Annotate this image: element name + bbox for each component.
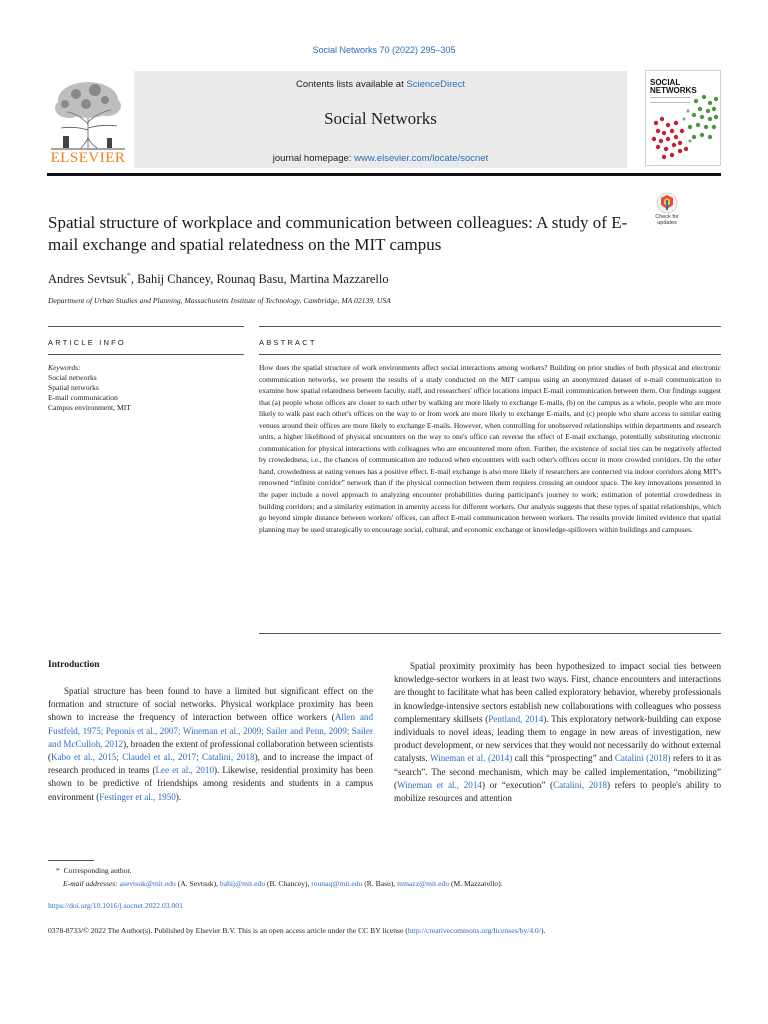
homepage-prefix: journal homepage:	[272, 153, 355, 164]
paragraph-text: ). Likewise, residential proximity has been shown to be predictive of friendships among residents and students in a campus environment (	[48, 765, 374, 802]
introduction-paragraph-2	[394, 660, 721, 805]
contents-prefix: Contents lists available at	[296, 79, 407, 90]
sciencedirect-link[interactable]: ScienceDirect	[406, 79, 465, 90]
email-link[interactable]: rounaq@mit.edu	[311, 879, 363, 888]
abstract-bottom-rule	[259, 633, 721, 634]
crossmark-label: Check for updates	[655, 214, 679, 226]
article-info-heading: ARTICLE INFO	[48, 338, 126, 347]
cover-network-graphic	[646, 71, 721, 166]
citation-link[interactable]: Pentland, 2014	[488, 713, 544, 724]
paragraph-text: Spatial proximity proximity has been hypothesized to impact social ties between knowledge-sector workers in at least two ways. First, chance encounters and interactions are thought to facilitate what has been called exploratory behavior, whereby professionals in knowledge-intensive sectors establish new collaborations with colleagues who possess complementary skillsets (	[394, 661, 721, 724]
email-label: E-mail addresses:	[63, 879, 120, 888]
corresponding-author-mark[interactable]: *	[126, 271, 131, 280]
paragraph-text: ). This exploratory network-building can expose individuals to novel ideas, leading them to engage in new areas of investigation, new product development, or new services that they would not necessarily do without external catalysts.	[394, 713, 721, 764]
paragraph-text: ), broaden the extent of professional collaboration between scientists (	[48, 738, 373, 763]
masthead-rule	[47, 173, 721, 176]
citation-link[interactable]: Festinger et al., 1950	[99, 791, 176, 802]
citation-link[interactable]: Wineman et al., 2014	[397, 779, 482, 790]
elsevier-tree-icon	[51, 78, 125, 150]
cc-license-link[interactable]: http://creativecommons.org/licenses/by/4.0/	[407, 926, 541, 935]
email-owner: (B. Chancey),	[265, 879, 312, 888]
corresponding-author-note	[56, 865, 132, 876]
abstract-heading: ABSTRACT	[259, 338, 317, 347]
keyword-item: Campus environment, MIT	[48, 403, 131, 412]
citation-link[interactable]: Allen and Fustfeld, 1975; Peponis et al., 2007; Wineman et al., 2009; Sailer and Penn, 2009; Sailer and McCulloh, 2012	[48, 712, 374, 749]
check-for-updates-badge[interactable]	[648, 192, 686, 232]
journal-info-box	[134, 71, 627, 168]
email-link[interactable]: bahij@mit.edu	[219, 879, 266, 888]
author-affiliation: Department of Urban Studies and Planning, Massachusetts Institute of Technology, Cambridge, MA 02139, USA	[48, 296, 391, 305]
cover-title: SOCIAL NETWORKS	[650, 78, 697, 95]
contents-line	[134, 79, 627, 90]
paragraph-text: call this “prospecting” and	[512, 753, 615, 764]
email-link[interactable]: asevtsuk@mit.edu	[119, 879, 176, 888]
journal-masthead	[47, 68, 721, 174]
footnote-mark: *	[56, 866, 60, 875]
introduction-paragraph-1	[48, 685, 373, 804]
citation-link[interactable]: Catalini (2018)	[614, 753, 671, 764]
license-line	[48, 926, 722, 935]
paragraph-text: ).	[175, 791, 182, 802]
keywords-block	[48, 363, 244, 413]
abstract-text: How does the spatial structure of work environments affect social interactions among workers? Building on prior studies of both physical and electronic communication networks, we present the results of a study conducted on the MIT campus using an anonymized dataset of e-mail communication to examine how spatial relatedness between faculty, staff, and researchers' office locations impact E-mail communication between them. Our findings suggest that (a) people whose offices are closer to each other by walking are more likely to exchange E-mails, (b) on the campus as a whole, people who are more likely to walk past each other's offices on the way to or from work are more likely to exchange E-mails, and (c) people who share access to similar eating venues around their offices are more likely to exchange E-mails. However, when controlling for unobserved relationships within departments and research units, a higher likelihood of physical encounters on the way to one's office can reverse the effect of E-mail exchange, potentially substituting electronic communication for physical interactions with colleagues who are encountered more often. Further, the existence of social ties can be negatively affected by crowdedness, i.e., the chances of communication are reduced when encounters with each other's offices occur in more crowded corridors. On the other hand, crowdedness at eating venues has a positive effect. E-mail exchange is also more likely if researchers are connected via indoor corridors along MIT's renowned “infinite corridor” network than if the physical connection between them requires crossing an outdoor space. The key innovations presented in the paper include a novel approach to analyzing encounter probabilities during participant's journey to work; estimation of potential crowdedness in building corridors; and a similarity estimation in amenity access for different workers. Our analysis suggests that these types of spatial relationships, which go beyond simple distance between workers' offices, can affect E-mail communication between workers. The results provide limited evidence that spatial planning may be used strategically to encourage social, cultural, and economic exchange or knowledge-spillovers within buildings and campuses.	[259, 363, 721, 534]
homepage-line	[134, 153, 627, 164]
author-list	[48, 271, 389, 287]
journal-reference[interactable]: Social Networks 70 (2022) 295–305	[312, 45, 456, 55]
citation-link[interactable]: Kabo et al., 2015; Claudel et al., 2017; Catalini, 2018	[51, 752, 255, 763]
publisher-name: ELSEVIER	[50, 150, 126, 166]
keywords-label: Keywords:	[48, 363, 81, 372]
first-author[interactable]: Andres Sevtsuk	[48, 272, 127, 287]
introduction-heading: Introduction	[48, 660, 100, 670]
abstract-top-rule	[259, 326, 721, 327]
paragraph-text: refers to it as “search”. The second mechanism, which may be called implementation, “mobilizing” (	[394, 753, 721, 790]
other-authors: , Bahij Chancey, Rounaq Basu, Martina Mazzarello	[130, 272, 389, 287]
abstract-mid-rule	[259, 354, 721, 355]
email-link[interactable]: mmazz@mit.edu	[397, 879, 450, 888]
keyword-item: Spatial networks	[48, 383, 99, 392]
license-prefix: 0378-8733/© 2022 The Author(s). Published by Elsevier B.V. This is an open access article under the CC BY license (	[48, 926, 408, 935]
body-left-column	[48, 660, 373, 804]
email-addresses-line	[63, 878, 503, 889]
article-title: Spatial structure of workplace and communication between colleagues: A study of E-mail exchange and spatial relatedness on the MIT campus	[48, 213, 628, 254]
article-info-top-rule	[48, 326, 244, 327]
keyword-item: E-mail communication	[48, 393, 118, 402]
publisher-logo[interactable]	[47, 68, 129, 168]
crossmark-icon	[648, 192, 686, 214]
citation-link[interactable]: Lee et al., 2010	[155, 765, 215, 776]
email-owner: (A. Sevtsuk),	[175, 879, 220, 888]
doi-link[interactable]: https://doi.org/10.1016/j.socnet.2022.03.001	[48, 901, 183, 910]
keyword-item: Social networks	[48, 373, 97, 382]
journal-homepage-link[interactable]: www.elsevier.com/locate/socnet	[354, 153, 489, 164]
citation-link[interactable]: Catalini, 2018	[553, 779, 608, 790]
license-suffix: ).	[540, 926, 546, 935]
body-right-column	[394, 660, 721, 805]
paragraph-text: Spatial structure has been found to have a limited but significant effect on the formation and structure of social networks. Physical workplace proximity has been shown to increase the frequency of interaction between office workers (	[48, 686, 373, 723]
footnote-rule	[48, 860, 94, 861]
email-owner: (M. Mazzarello).	[449, 879, 503, 888]
journal-cover-thumbnail[interactable]	[645, 70, 721, 166]
corresponding-note-text: Corresponding author.	[63, 866, 132, 875]
paragraph-text: ), and to increase the impact of research produced in teams (	[48, 752, 373, 776]
paragraph-text: ) or “execution” (	[481, 779, 554, 790]
paragraph-text: ) refers to people's ability to mobilize resources and attention	[394, 779, 721, 804]
citation-link[interactable]: Wineman et al. (2014)	[429, 753, 513, 764]
journal-name: Social Networks	[324, 109, 437, 128]
article-info-mid-rule	[48, 354, 244, 355]
email-owner: (R. Basu),	[362, 879, 398, 888]
